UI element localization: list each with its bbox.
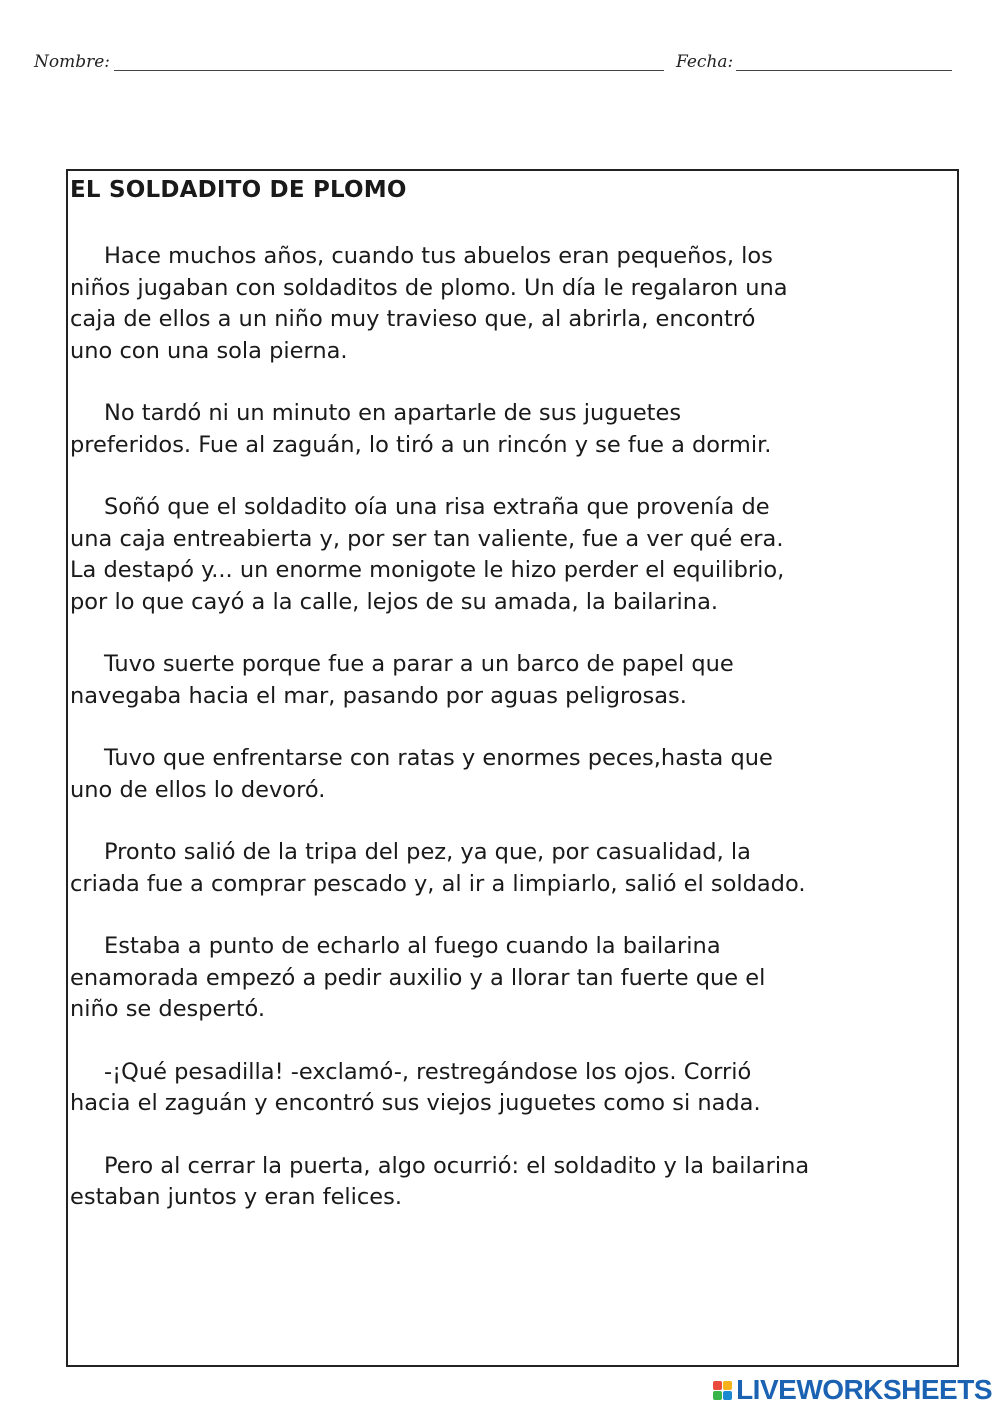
story-title: EL SOLDADITO DE PLOMO	[70, 177, 407, 203]
name-field[interactable]	[114, 70, 664, 71]
story-line: uno con una sola pierna.	[70, 337, 348, 364]
brand-text: LIVEWORKSHEETS	[736, 1374, 992, 1405]
story-paragraph	[70, 743, 955, 806]
story-paragraph	[70, 1057, 955, 1120]
worksheet-header	[34, 50, 954, 76]
story-paragraph	[70, 241, 955, 367]
story-line: Estaba a punto de echarlo al fuego cuando la bailarina	[104, 933, 721, 959]
story-line: navegaba hacia el mar, pasando por aguas peligrosas.	[70, 682, 687, 709]
story-line: Hace muchos años, cuando tus abuelos eran pequeños, los	[104, 243, 773, 269]
story-paragraph	[70, 492, 955, 618]
story-paragraph	[70, 837, 955, 900]
story-line: uno de ellos lo devoró.	[70, 776, 326, 803]
story-line: caja de ellos a un niño muy travieso que, al abrirla, encontró	[70, 306, 756, 332]
story-line: preferidos. Fue al zaguán, lo tiró a un rincón y se fue a dormir.	[70, 431, 772, 458]
liveworksheets-brand	[713, 1374, 992, 1405]
story-line: La destapó y... un enorme monigote le hizo perder el equilibrio,	[70, 557, 785, 583]
story-body	[70, 241, 955, 1245]
name-label: Nombre:	[34, 52, 111, 72]
story-line: criada fue a comprar pescado y, al ir a limpiarlo, salió el soldado.	[70, 870, 806, 897]
story-line: niño se despertó.	[70, 996, 265, 1022]
story-line: No tardó ni un minuto en apartarle de sus juguetes	[104, 400, 682, 426]
story-line: Soñó que el soldadito oía una risa extraña que provenía de	[104, 494, 770, 520]
logo-square	[723, 1391, 732, 1400]
story-line: estaban juntos y eran felices.	[70, 1184, 403, 1210]
story-paragraph	[70, 398, 955, 461]
story-line: hacia el zaguán y encontró sus viejos juguetes como si nada.	[70, 1090, 761, 1116]
story-line: -¡Qué pesadilla! -exclamó-, restregándose los ojos. Corrió	[104, 1058, 752, 1085]
date-field[interactable]	[736, 70, 952, 71]
story-line: Pero al cerrar la puerta, algo ocurrió: el soldadito y la bailarina	[104, 1152, 810, 1179]
story-line: Tuvo suerte porque fue a parar a un barco de papel que	[104, 651, 734, 677]
story-paragraph	[70, 1151, 955, 1214]
story-line: enamorada empezó a pedir auxilio y a llorar tan fuerte que el	[70, 964, 766, 991]
logo-square	[723, 1381, 732, 1390]
story-line: Pronto salió de la tripa del pez, ya que, por casualidad, la	[104, 839, 751, 865]
story-line: por lo que cayó a la calle, lejos de su amada, la bailarina.	[70, 588, 719, 615]
story-paragraph	[70, 649, 955, 712]
story-box	[66, 169, 959, 1367]
story-line: Tuvo que enfrentarse con ratas y enormes peces,hasta que	[104, 745, 773, 771]
story-paragraph	[70, 931, 955, 1026]
date-label: Fecha:	[676, 52, 734, 72]
logo-square	[713, 1391, 722, 1400]
logo-square	[713, 1381, 722, 1390]
story-line: una caja entreabierta y, por ser tan valiente, fue a ver qué era.	[70, 525, 784, 552]
liveworksheets-logo-icon	[713, 1381, 732, 1400]
story-line: niños jugaban con soldaditos de plomo. Un día le regalaron una	[70, 274, 788, 301]
